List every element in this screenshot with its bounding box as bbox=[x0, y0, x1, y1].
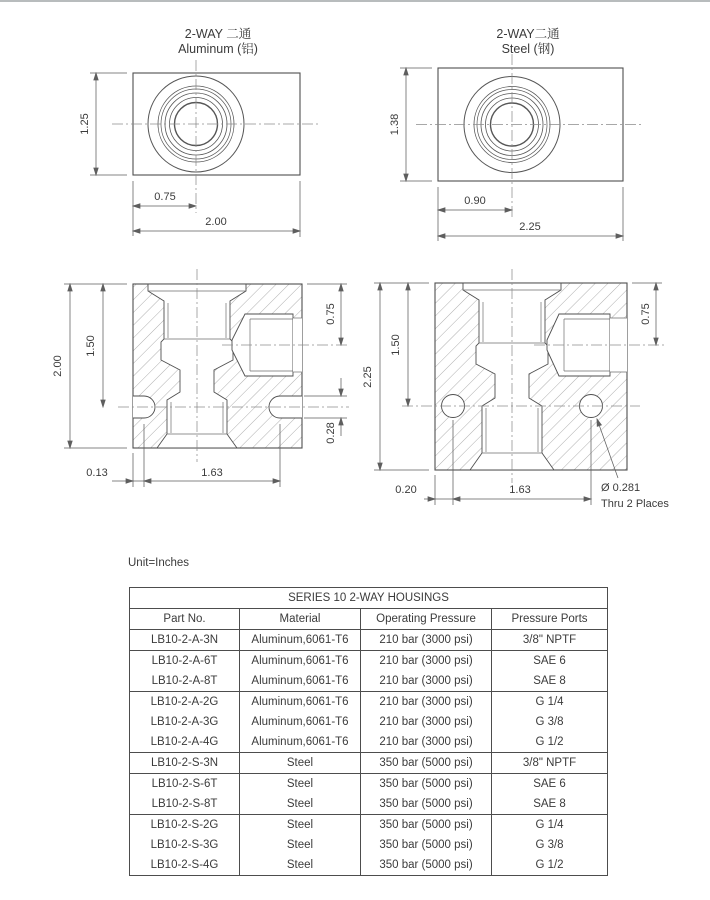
material: Aluminum,6061-T6 bbox=[240, 712, 361, 732]
part-no: LB10-2-A-2G bbox=[130, 692, 240, 713]
material: Aluminum,6061-T6 bbox=[240, 630, 361, 651]
dimension-label: 0.75 bbox=[325, 303, 337, 325]
material: Aluminum,6061-T6 bbox=[240, 671, 361, 692]
hole-callout-line1: Ø 0.281 bbox=[601, 482, 641, 494]
table-row bbox=[130, 630, 608, 651]
table-row bbox=[130, 753, 608, 774]
operating-pressure: 350 bar (5000 psi) bbox=[361, 815, 492, 836]
dimension-label: 1.50 bbox=[390, 334, 402, 356]
pressure-ports: SAE 6 bbox=[492, 651, 608, 672]
material: Steel bbox=[240, 753, 361, 774]
table-row bbox=[130, 794, 608, 815]
part-no: LB10-2-S-3G bbox=[130, 835, 240, 855]
column-header: Material bbox=[240, 609, 361, 630]
table-row bbox=[130, 835, 608, 855]
dimension-label: 0.90 bbox=[464, 195, 486, 207]
pressure-ports: G 3/8 bbox=[492, 835, 608, 855]
operating-pressure: 350 bar (5000 psi) bbox=[361, 835, 492, 855]
table-row bbox=[130, 671, 608, 692]
dimension-label: 1.63 bbox=[201, 467, 223, 479]
pressure-ports: G 1/2 bbox=[492, 855, 608, 876]
part-no: LB10-2-S-2G bbox=[130, 815, 240, 836]
part-no: LB10-2-S-4G bbox=[130, 855, 240, 876]
section-view-steel bbox=[362, 269, 669, 510]
material: Aluminum,6061-T6 bbox=[240, 732, 361, 753]
table-header-row bbox=[130, 609, 608, 630]
drawing-title: 2-WAY二通 bbox=[496, 27, 560, 41]
pressure-ports: 3/8" NPTF bbox=[492, 753, 608, 774]
table-row bbox=[130, 692, 608, 713]
pressure-ports: SAE 8 bbox=[492, 794, 608, 815]
operating-pressure: 350 bar (5000 psi) bbox=[361, 855, 492, 876]
operating-pressure: 210 bar (3000 psi) bbox=[361, 712, 492, 732]
dimension-label: 1.25 bbox=[79, 113, 91, 135]
dimension-label: 2.25 bbox=[362, 366, 374, 388]
operating-pressure: 210 bar (3000 psi) bbox=[361, 651, 492, 672]
part-no: LB10-2-S-6T bbox=[130, 774, 240, 795]
table-row bbox=[130, 651, 608, 672]
table-row bbox=[130, 732, 608, 753]
pressure-ports: G 3/8 bbox=[492, 712, 608, 732]
dimension-label: 0.28 bbox=[325, 422, 337, 444]
drawing-title: 2-WAY 二通 bbox=[184, 27, 252, 41]
dimension-label: 0.75 bbox=[640, 303, 652, 325]
column-header: Part No. bbox=[130, 609, 240, 630]
operating-pressure: 210 bar (3000 psi) bbox=[361, 732, 492, 753]
section-view-aluminum bbox=[52, 269, 349, 487]
table-title-row bbox=[130, 588, 608, 609]
material: Steel bbox=[240, 855, 361, 876]
pressure-ports: G 1/4 bbox=[492, 692, 608, 713]
housings-table bbox=[129, 587, 608, 876]
dimension-label: 2.00 bbox=[52, 355, 64, 377]
dimension-label: 0.13 bbox=[86, 467, 108, 479]
operating-pressure: 210 bar (3000 psi) bbox=[361, 671, 492, 692]
pressure-ports: G 1/4 bbox=[492, 815, 608, 836]
drawing-subtitle: Aluminum (铝) bbox=[178, 42, 258, 56]
material: Steel bbox=[240, 794, 361, 815]
part-no: LB10-2-A-3N bbox=[130, 630, 240, 651]
hole-callout-line2: Thru 2 Places bbox=[601, 498, 669, 510]
drawing-subtitle: Steel (钢) bbox=[501, 42, 555, 56]
top-view-steel bbox=[389, 27, 644, 241]
dimension-label: 1.38 bbox=[389, 113, 401, 136]
operating-pressure: 210 bar (3000 psi) bbox=[361, 692, 492, 713]
top-view-aluminum bbox=[79, 27, 321, 237]
material: Aluminum,6061-T6 bbox=[240, 692, 361, 713]
part-no: LB10-2-S-3N bbox=[130, 753, 240, 774]
part-no: LB10-2-A-3G bbox=[130, 712, 240, 732]
operating-pressure: 350 bar (5000 psi) bbox=[361, 794, 492, 815]
dimension-label: 2.25 bbox=[519, 221, 541, 233]
part-no: LB10-2-A-6T bbox=[130, 651, 240, 672]
table-row bbox=[130, 855, 608, 876]
pressure-ports: 3/8" NPTF bbox=[492, 630, 608, 651]
part-no: LB10-2-A-8T bbox=[130, 671, 240, 692]
operating-pressure: 350 bar (5000 psi) bbox=[361, 753, 492, 774]
dimension-label: 0.75 bbox=[154, 191, 176, 203]
pressure-ports: G 1/2 bbox=[492, 732, 608, 753]
part-no: LB10-2-S-8T bbox=[130, 794, 240, 815]
dimension-label: 2.00 bbox=[205, 216, 227, 228]
dimension-label: 0.20 bbox=[395, 484, 417, 496]
unit-note: Unit=Inches bbox=[128, 557, 190, 569]
column-header: Pressure Ports bbox=[492, 609, 608, 630]
material: Steel bbox=[240, 774, 361, 795]
table-row bbox=[130, 712, 608, 732]
material: Steel bbox=[240, 835, 361, 855]
dimension-label: 1.63 bbox=[509, 484, 531, 496]
material: Aluminum,6061-T6 bbox=[240, 651, 361, 672]
table-row bbox=[130, 774, 608, 795]
table-title: SERIES 10 2-WAY HOUSINGS bbox=[130, 588, 608, 609]
part-no: LB10-2-A-4G bbox=[130, 732, 240, 753]
dimension-label: 1.50 bbox=[85, 335, 97, 357]
column-header: Operating Pressure bbox=[361, 609, 492, 630]
page-top-border bbox=[0, 0, 710, 2]
pressure-ports: SAE 6 bbox=[492, 774, 608, 795]
operating-pressure: 210 bar (3000 psi) bbox=[361, 630, 492, 651]
material: Steel bbox=[240, 815, 361, 836]
operating-pressure: 350 bar (5000 psi) bbox=[361, 774, 492, 795]
table-row bbox=[130, 815, 608, 836]
pressure-ports: SAE 8 bbox=[492, 671, 608, 692]
